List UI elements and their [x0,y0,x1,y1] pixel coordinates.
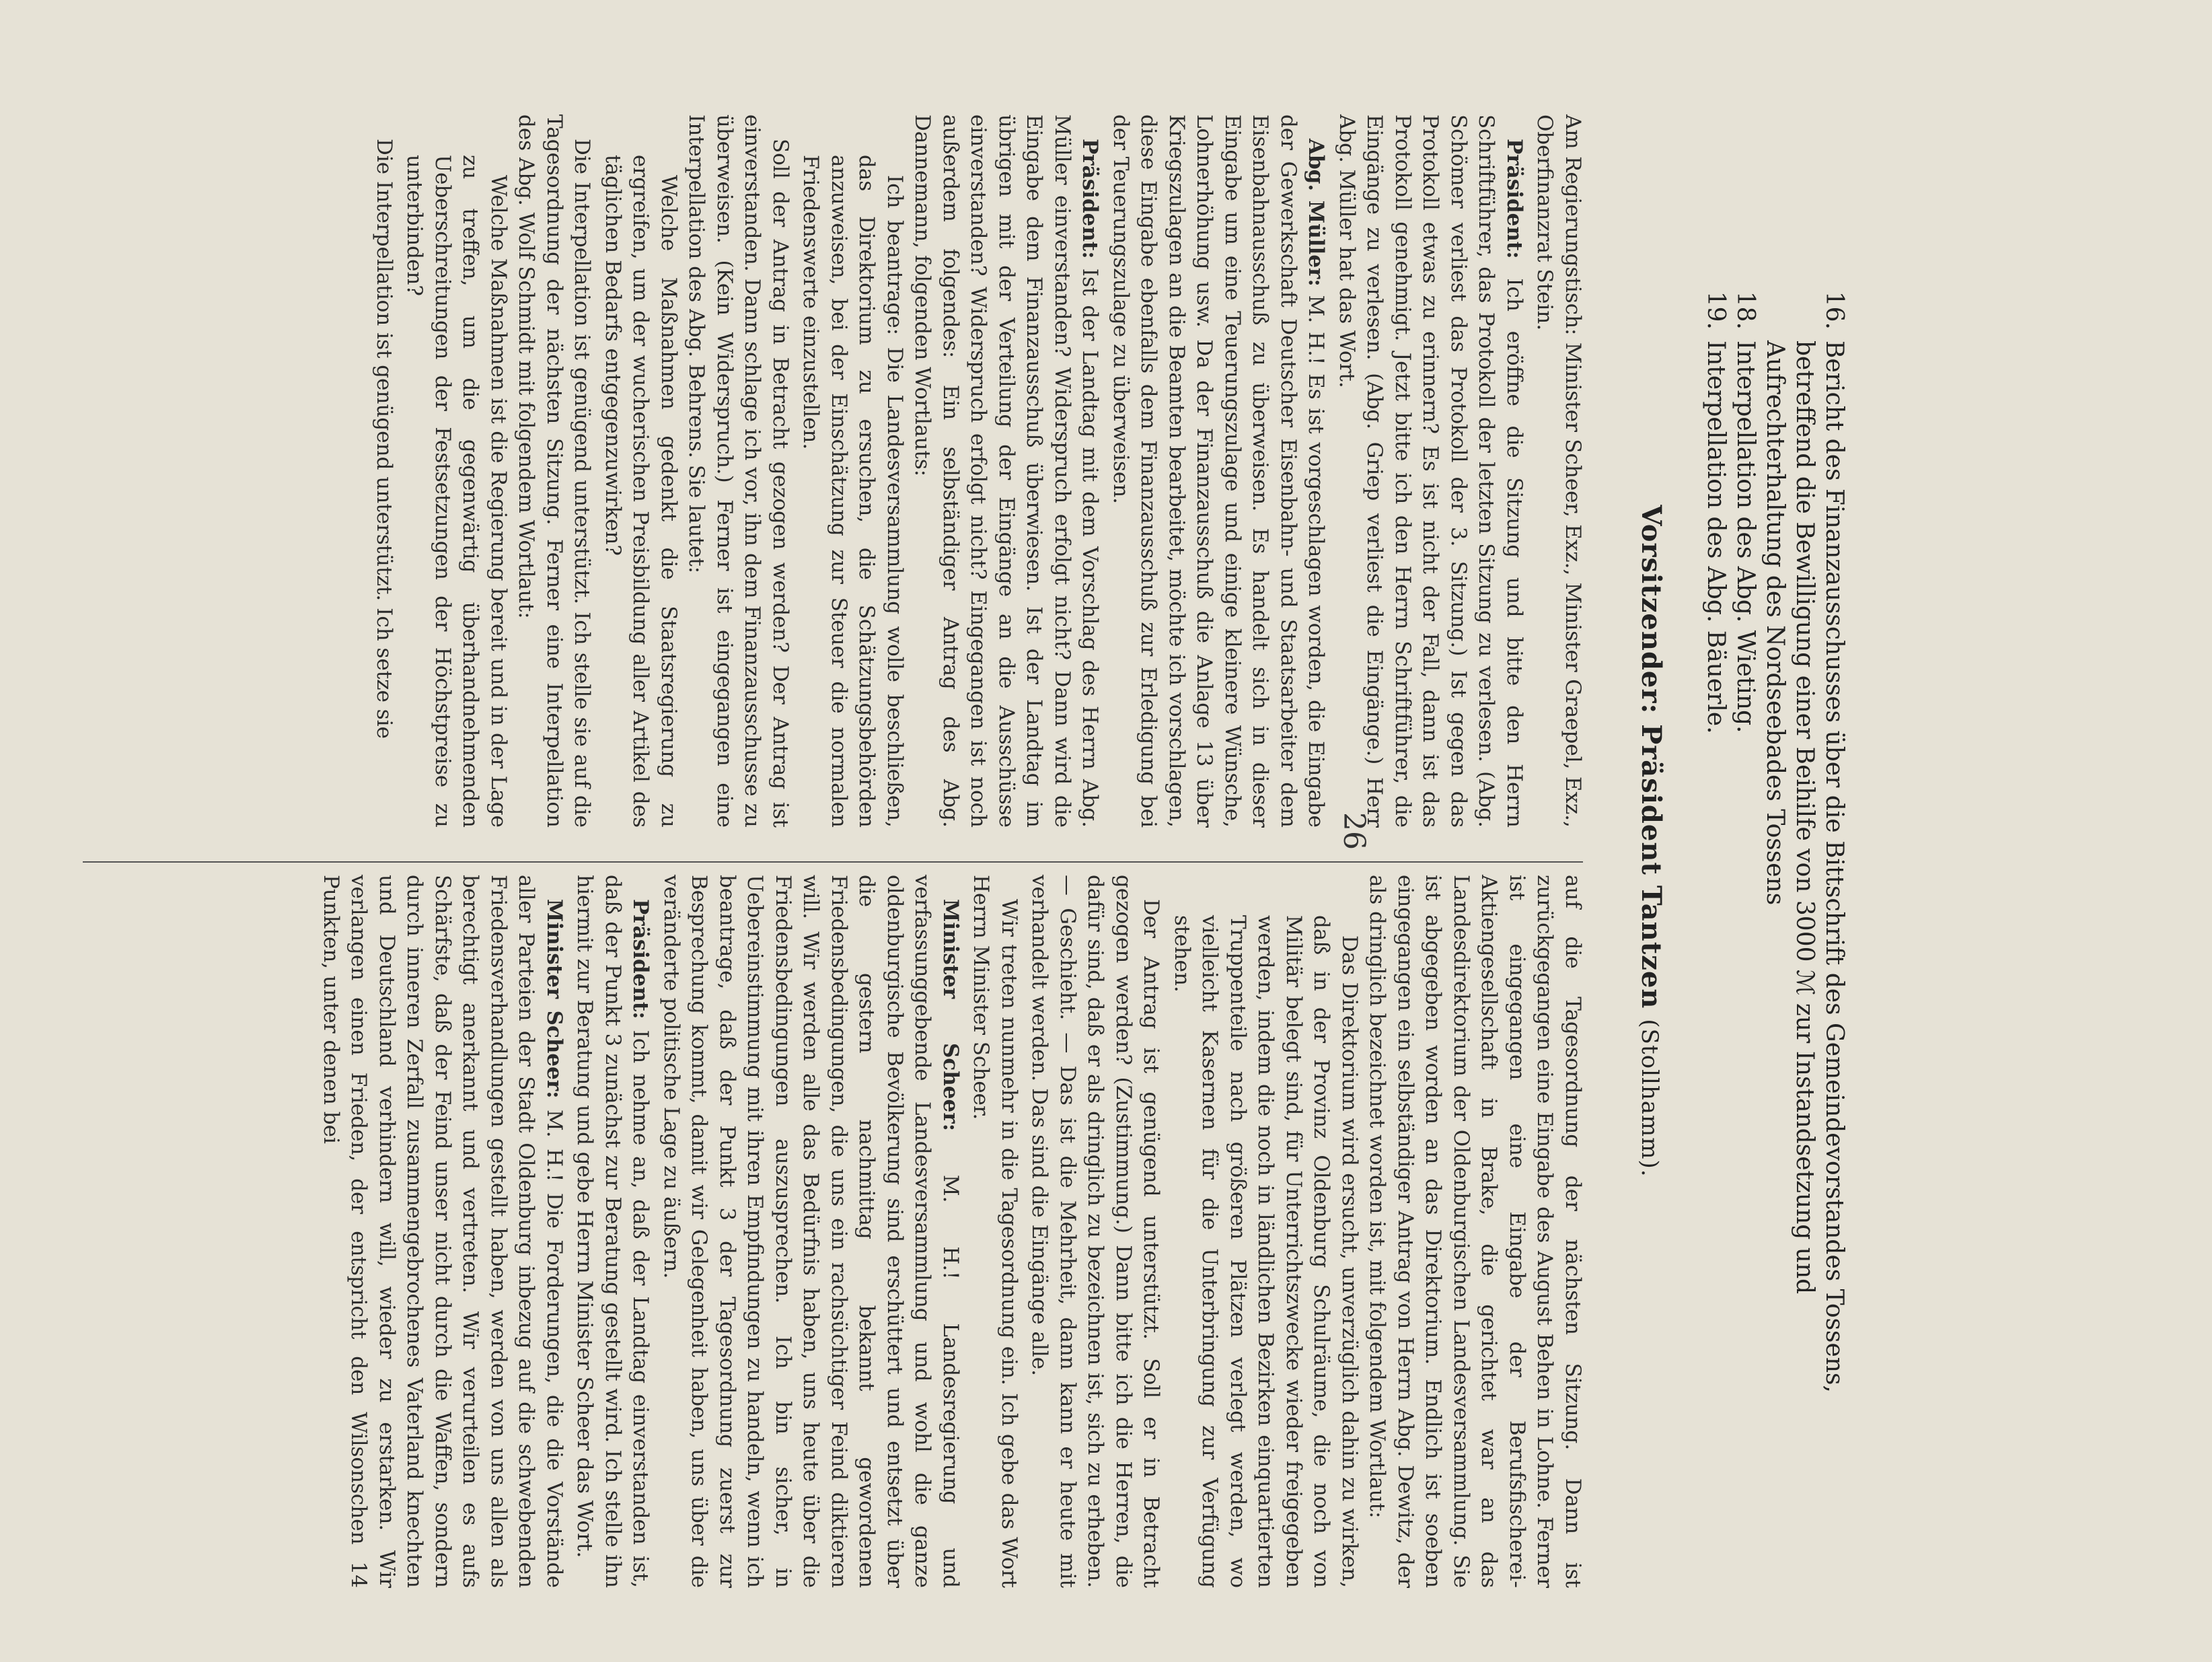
paragraph [1107,114,1330,828]
paragraph [317,875,568,1588]
paragraph-text: Welche Maßnahmen ist die Regierung bereit und in der Lage zu treffen, um die gegenwärtig überhandnehmenden Ueberschreitungen der Festsetzungen der Höchstpreise zu unterbinden? [402,155,511,828]
speaker-label: Präsident: [628,899,653,1019]
column-divider [83,861,1583,863]
paragraph [1363,875,1586,1588]
speaker-label: Abg. Müller: [1304,139,1329,287]
agenda-item-number: 16. [1820,291,1848,330]
paragraph [570,875,655,1588]
heading-location: (Stollhamm). [1636,1019,1663,1178]
paragraph [908,114,1104,828]
right-text-column [317,875,1587,1588]
section-heading [1635,303,1667,1379]
agenda-item-text: Interpellation des Abg. Bäuerle. [1702,340,1730,734]
agenda-item-text: Interpellation des Abg. Wieting. [1732,340,1759,733]
paragraph-text: Soll der Antrag in Betracht gezogen werden? Der Antrag ist einverstanden. Dann schlage ich vor, ihn dem Finanzausschusse zu überweisen. (Kein Widerspruch.) Ferner ist eingegangen eine Interpellation des Abg. Behrens. Sie lautet: [684,114,792,828]
paragraph [370,114,398,828]
paragraph [657,875,965,1588]
page-number: 26 [1337,812,1371,850]
agenda-item [1760,283,1849,1426]
paragraph-text: Der Antrag ist genügend unterstützt. Soll er in Betracht gezogen werden? (Zustimmung.) Dann bitte ich die Herren, die dafür sind, daß er als dringlich zu bezeichnen ist, sich zu erheben. — Geschieht. — Das ist die Mehrheit, dann kann er heute mit verhandelt werden. Das sind die Eingänge alle. [1027,875,1164,1588]
paragraph-text: Am Regierungstisch: Minister Scheer, Exz., Minister Graepel, Exz., Oberfinanzrat Stein. [1533,114,1585,828]
paragraph-text: M. H.! Landesregierung und verfassunggebende Landesversammlung und wohl die ganze oldenburgische Bevölkerung sind erschüttert und entsetzt über die gestern nachmittag bekannt gewordenen Friedensbedingungen, die uns ein rachsüchtiger Feind diktieren will. Wir werden alle das Bedürfnis haben, uns heute über die Friedensbedingungen auszusprechen. Ich bin sicher, in Uebereinstimmung mit ihren Empfindungen zu handeln, wenn ich beantrage, daß der Punkt 3 der Tagesordnung zuerst zur Besprechung kommt, damit wir Gelegenheit haben, uns über die veränderte politische Lage zu äußern. [659,875,963,1588]
paragraph [1531,114,1586,828]
heading-text: Vorsitzender: Präsident Tantzen [1635,505,1667,1009]
paragraph [797,155,908,828]
paragraph-text: Wir treten nunmehr in die Tagesordnung ein. Ich gebe das Wort Herrn Minister Scheer. [969,875,1021,1588]
paragraph-text: Die Interpellation ist genügend unterstützt. Ich setze sie [372,139,396,739]
speaker-label: Minister Scheer: [938,899,963,1132]
paragraph-text: Die Interpellation ist genügend unterstützt. Ich stelle sie auf die Tagesordnung der nächsten Sitzung. Ferner eine Interpellation des Abg. Wolf Schmidt mit folgendem Wortlaut: [514,114,595,828]
agenda-item [1701,283,1730,1426]
paragraph [1333,114,1528,828]
paragraph-text: auf die Tagesordnung der nächsten Sitzung. Dann ist zurückgegangen eine Eingabe des August Behen in Lohne. Ferner ist eingegangen eine Eingabe der Berufsfischerei-Aktiengesellschaft in Brake, die gerichtet war an das Landesdirektorium der Oldenburgischen Landesversammlung. Sie ist abgegeben worden an das Direktorium. Endlich ist soeben eingegangen ein selbständiger Antrag von Herrn Abg. Dewitz, der als dringlich bezeichnet worden ist, mit folgendem Wortlaut: [1365,875,1585,1588]
paragraph [400,155,512,828]
agenda-item-number: 18. [1732,291,1759,330]
agenda-list [1701,283,1849,1426]
paragraph [512,114,596,828]
left-text-column [370,114,1587,828]
paragraph [1168,915,1364,1588]
paragraph-text: M. H.! Es ist vorgeschlagen worden, die Eingabe der Gewerkschaft Deutscher Eisenbahn- und Staatsarbeiter dem Eisenbahnausschuß zu überweisen. Es handelt sich in dieser Eingabe um eine Teuerungszulage und einige kleinere Wünsche, Lohnerhöhung usw. Da der Finanzausschuß die Anlage 13 über Kriegszulagen an die Beamten bearbeitet, möchte ich vorschlagen, diese Eingabe ebenfalls dem Finanzausschuß zur Erledigung bei der Teuerungszulage zu überweisen. [1109,114,1329,828]
speaker-label: Präsident: [1078,139,1103,259]
paragraph-text: Ich eröffne die Sitzung und bitte den Herrn Schriftführer, das Protokoll der letzten Sitzung zu verlesen. (Abg. Schömer verliest das Protokoll der 3. Sitzung.) Ist gegen das Protokoll etwas zu erinnern? Es ist nicht der Fall, dann ist das Protokoll genehmigt. Jetzt bitte ich den Herrn Schriftführer, die Eingänge zu verlesen. (Abg. Griep verliest die Eingänge.) Herr Abg. Müller hat das Wort. [1335,114,1526,828]
agenda-item [1730,283,1760,1426]
paragraph-text: Ich beantrage: Die Landesversammlung wolle beschließen, das Direktorium zu ersuchen, die Schätzungsbehörden anzuweisen, bei der Einschätzung zur Steuer die normalen Friedenswerte einzustellen. [799,155,907,828]
paragraph-text: Ich nehme an, daß der Landtag einverstanden ist, daß der Punkt 3 zunächst zur Beratung gestellt wird. Ich stelle ihn hiermit zur Beratung und gebe Herrn Minister Scheer das Wort. [573,875,653,1588]
paragraph-text: M. H.! Die Forderungen, die die Vorstände aller Parteien der Stadt Oldenburg inbezug auf die schwebenden Friedensverhandlungen gestellt haben, werden von uns allen als berechtigt anerkannt und vertreten. Wir verurteilen es aufs Schärfste, daß der Feind unser nicht durch die Waffen, sondern durch inneren Zerfall zusammengebrochenes Vaterland knechten und Deutschland verhindern will, wieder zu erstarken. Wir verlangen einen Frieden, der entspricht den Wilsonschen 14 Punkten, unter denen bei [319,875,566,1588]
paragraph [682,114,794,828]
speaker-label: Präsident: [1502,139,1526,259]
agenda-item-text: Bericht des Finanzausschusses über die Bittschrift des Gemeindevorstandes Tossens, betreffend die Bewilligung einer Beihilfe von 3000 ℳ zur Instandsetzung und Aufrechterhaltung des Nordseebades Tossens [1761,340,1848,1393]
paragraph [1025,875,1165,1588]
agenda-item-number: 19. [1702,291,1730,330]
paragraph-text: Das Direktorium wird ersucht, unverzüglich dahin zu wirken, daß in der Provinz Oldenburg Schulräume, die noch von Militär belegt sind, für Unterrichtszwecke wieder freigegeben werden, indem die noch in ländlichen Bezirken einquartierten Truppenteile nach größeren Plätzen verlegt werden, wo vielleicht Kasernen für die Unterbringung zur Verfügung stehen. [1170,915,1362,1588]
paragraph-text: Ist der Landtag mit dem Vorschlag des Herrn Abg. Müller einverstanden? Widerspruch erfolgt nicht? Dann wird die Eingabe dem Finanzausschuß überwiesen. Ist der Landtag im übrigen mit der Verteilung der Eingänge an die Ausschüsse einverstanden? Widerspruch erfolgt nicht? Eingegangen ist noch außerdem folgendes: Ein selbständiger Antrag des Abg. Dannemann, folgenden Wortlauts: [910,114,1103,828]
paragraph-text: Welche Maßnahmen gedenkt die Staatsregierung zu ergreifen, um der wucherischen Preisbildung aller Artikel des täglichen Bedarfs entgegenzuwirken? [601,155,681,828]
paragraph [967,875,1023,1588]
paragraph [599,155,683,828]
speaker-label: Minister Scheer: [542,899,566,1099]
